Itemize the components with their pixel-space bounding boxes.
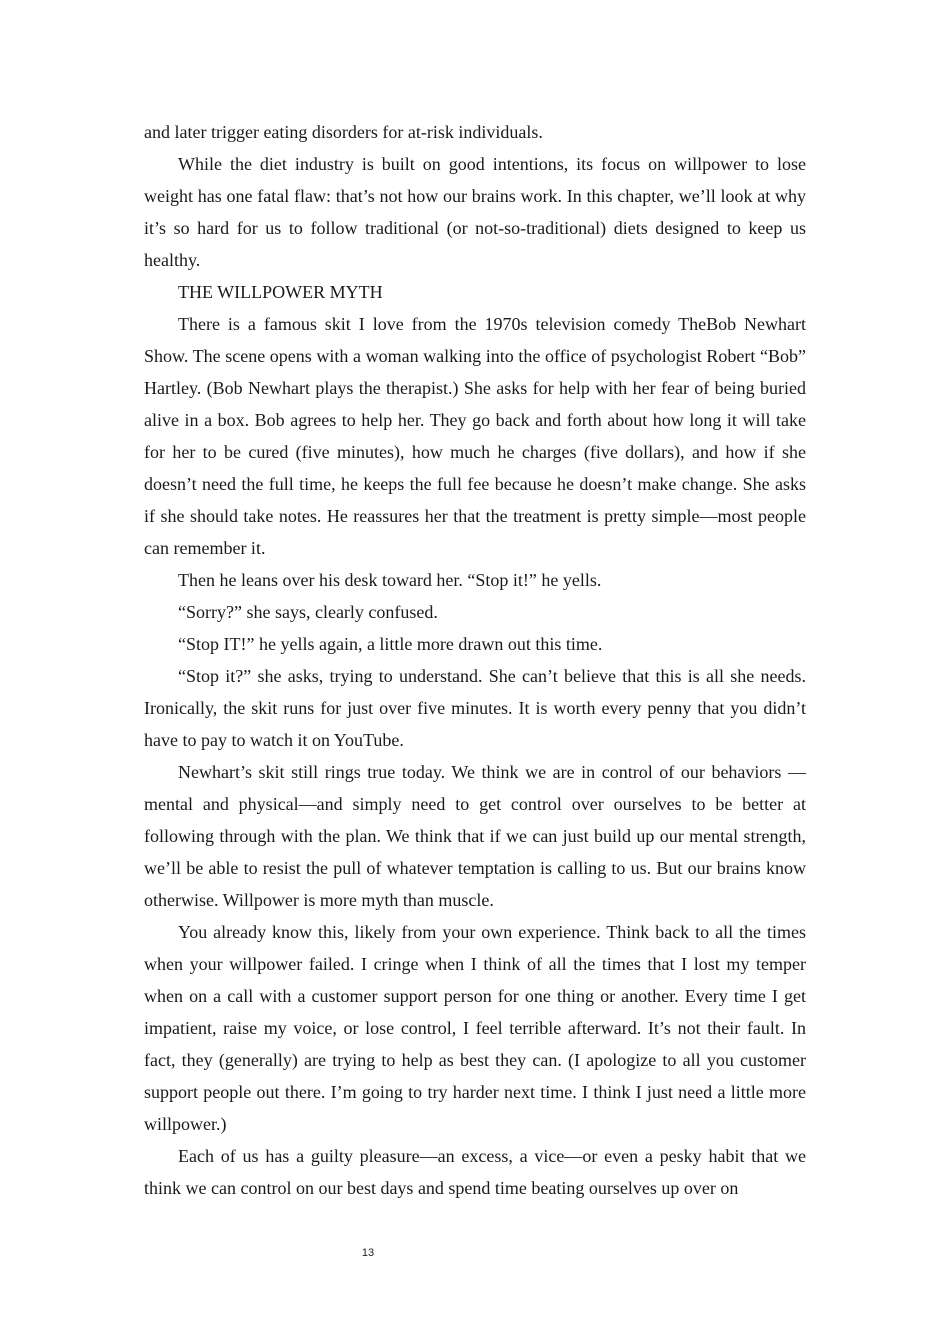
paragraph-rings-true: Newhart’s skit still rings true today. We think we are in control of our behaviors —mental and physical—and simply need to get control over ourselves to be better at following through with the plan. We think that if we can just build up our mental strength, we’ll be able to resist the pull of whatever temptation is calling to us. But our brains know otherwise. Willpower is more myth than muscle.	[144, 762, 806, 910]
paragraph-stop-it-question: “Stop it?” she asks, trying to understand. She can’t believe that this is all she needs. Ironically, the skit runs for just over five minutes. It is worth every penny that you didn’t have to pay to watch it on YouTube.	[144, 666, 806, 750]
body-text	[144, 116, 806, 1204]
paragraph-sorry: “Sorry?” she says, clearly confused.	[178, 602, 438, 622]
paragraph-stop-it: Then he leans over his desk toward her. “Stop it!” he yells.	[178, 570, 602, 590]
paragraph-own-experience: You already know this, likely from your own experience. Think back to all the times when your willpower failed. I cringe when I think of all the times that I lost my temper when on a call with a customer support person for one thing or another. Every time I get impatient, raise my voice, or lose control, I feel terrible afterward. It’s not their fault. In fact, they (generally) are trying to help as best they can. (I apologize to all you customer support people out there. I’m going to try harder next time. I think I just need a little more willpower.)	[144, 922, 806, 1134]
paragraph-stop-it-again: “Stop IT!” he yells again, a little more drawn out this time.	[178, 634, 603, 654]
paragraph-continuation: and later trigger eating disorders for at-risk individuals.	[144, 122, 543, 142]
paragraph-guilty-pleasure: Each of us has a guilty pleasure—an excess, a vice—or even a pesky habit that we think we can control on our best days and spend time beating ourselves up over on	[144, 1146, 806, 1198]
page-number: 13	[361, 1247, 375, 1259]
section-heading: THE WILLPOWER MYTH	[178, 282, 383, 302]
paragraph-bob-newhart-skit: There is a famous skit I love from the 1970s television comedy TheBob Newhart Show. The scene opens with a woman walking into the office of psychologist Robert “Bob” Hartley. (Bob Newhart plays the therapist.) She asks for help with her fear of being buried alive in a box. Bob agrees to help her. They go back and forth about how long it will take for her to be cured (five minutes), how much he charges (five dollars), and how if she doesn’t need the full time, he keeps the full fee because he doesn’t make change. She asks if she should take notes. He reassures her that the treatment is pretty simple—most people can remember it.	[144, 314, 806, 558]
paragraph-diet-industry: While the diet industry is built on good intentions, its focus on willpower to lose weight has one fatal flaw: that’s not how our brains work. In this chapter, we’ll look at why it’s so hard for us to follow traditional (or not-so-traditional) diets designed to keep us healthy.	[144, 154, 806, 270]
